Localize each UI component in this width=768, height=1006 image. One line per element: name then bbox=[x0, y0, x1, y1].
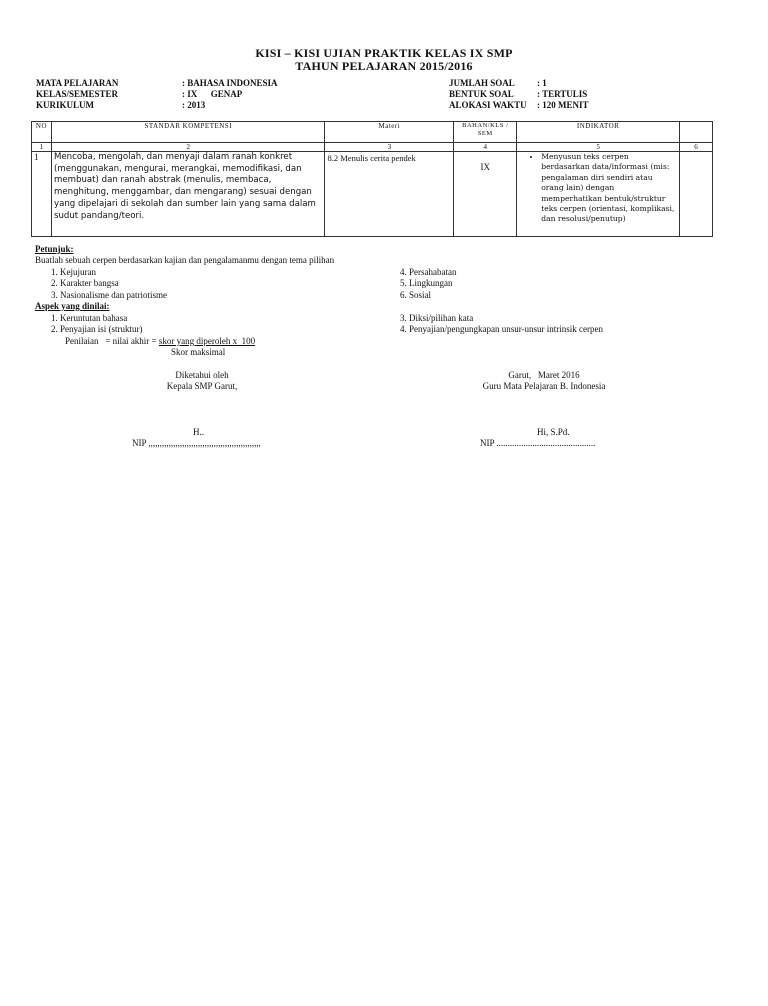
col-number: 2 bbox=[51, 143, 325, 152]
header-bahan: BAHAN/KLS / SEM bbox=[454, 122, 517, 143]
penilaian-prefix: Penilaian = nilai akhir = bbox=[65, 336, 159, 346]
signature-right-line2: Guru Mata Pelajaran B. Indonesia bbox=[482, 381, 606, 392]
petunjuk-label-text: Petunjuk: bbox=[35, 244, 74, 254]
indikator-list bbox=[519, 152, 677, 225]
petunjuk-label bbox=[35, 244, 74, 255]
header-col6 bbox=[680, 122, 713, 143]
signature-left-nip: NIP ,,,,,,,,,,,,,,,,,,,,,,,,,,,,,,,,,,,,,,,,,,,,,,,,,, bbox=[132, 438, 261, 448]
list-item: 2. Penyajian isi (struktur) bbox=[51, 324, 143, 335]
list-item: 6. Sosial bbox=[400, 289, 432, 300]
theme-list-left bbox=[51, 267, 167, 301]
list-item: 1. Keruntutan bahasa bbox=[51, 313, 128, 323]
meta-key: MATA PELAJARAN bbox=[36, 78, 119, 88]
meta-key: BENTUK SOAL bbox=[449, 89, 514, 99]
header-materi: Materi bbox=[325, 122, 454, 143]
list-item: 3. Diksi/pilihan kata bbox=[400, 313, 474, 323]
list-item: 4. Persahabatan bbox=[400, 267, 457, 277]
signature-right-nip: NIP ............................................ bbox=[480, 438, 596, 448]
meta-value: : 2013 bbox=[182, 100, 206, 110]
document-subtitle: TAHUN PELAJARAN 2015/2016 bbox=[295, 59, 473, 73]
penilaian-numerator: skor yang diperoleh x 100 bbox=[158, 336, 256, 346]
meta-key: JUMLAH SOAL bbox=[449, 78, 515, 88]
signature-left bbox=[130, 370, 274, 393]
kisi-table bbox=[31, 121, 713, 237]
row-indikator bbox=[517, 152, 680, 237]
signature-right-name: Hi, S.Pd. bbox=[537, 427, 570, 437]
meta-key: KURIKULUM bbox=[36, 100, 94, 110]
meta-value: : TERTULIS bbox=[537, 89, 588, 99]
list-item: 4. Penyajian/pengungkapan unsur-unsur intrinsik cerpen bbox=[400, 324, 604, 335]
meta-value: : 1 bbox=[537, 78, 547, 88]
aspek-label bbox=[35, 301, 110, 312]
table-number-row bbox=[32, 143, 713, 152]
aspek-list-right bbox=[400, 313, 603, 336]
header-indikator: INDIKATOR bbox=[517, 122, 680, 143]
penilaian-denominator: Skor maksimal bbox=[171, 347, 226, 357]
petunjuk-text: Buatlah sebuah cerpen berdasarkan kajian dan pengalamanmu dengan tema pilihan bbox=[35, 255, 335, 265]
list-item: 5. Lingkungan bbox=[400, 278, 453, 289]
signature-right-line1: Garut, Maret 2016 bbox=[508, 370, 580, 380]
col-number: 4 bbox=[454, 143, 517, 152]
signature-left-name: H.. bbox=[193, 427, 204, 437]
col-number: 6 bbox=[680, 143, 713, 152]
row-no: 1 bbox=[32, 152, 52, 237]
col-number: 5 bbox=[517, 143, 680, 152]
meta-value: : IX GENAP bbox=[182, 89, 243, 99]
row-materi: 8.2 Menulis cerita pendek bbox=[325, 152, 454, 237]
meta-value: : BAHASA INDONESIA bbox=[182, 78, 278, 88]
aspek-label-text: Aspek yang dinilai: bbox=[35, 301, 110, 311]
row-col6 bbox=[680, 152, 713, 237]
table-header-row bbox=[32, 122, 713, 143]
meta-value: : 120 MENIT bbox=[537, 100, 589, 110]
col-number: 3 bbox=[325, 143, 454, 152]
row-standar-kompetensi: Mencoba, mengolah, dan menyaji dalam ranah konkret (menggunakan, mengurai, merangkai, memodifikasi, dan membuat) dan ranah abstrak (menulis, membaca, menghitung, menggambar, dan mengarang) sesuai dengan yang dipelajari di sekolah dan sumber lain yang sama dalam sudut pandang/teori. bbox=[51, 152, 325, 237]
aspek-list-left bbox=[51, 313, 143, 336]
table-row bbox=[32, 152, 713, 237]
indikator-item: • Menyusun teks cerpen berdasarkan data/informasi (mis: pengalaman diri sendiri atau orang lain) dengan memperhatikan bentuk/struktur teks cerpen (orientasi, komplikasi, dan resolusi/penutup) bbox=[541, 152, 677, 225]
header-no: NO bbox=[32, 122, 52, 143]
header-standar-kompetensi: STANDAR KOMPETENSI bbox=[51, 122, 325, 143]
list-item: 1. Kejujuran bbox=[51, 267, 96, 277]
signature-left-line1: Diketahui oleh bbox=[175, 370, 229, 380]
penilaian-formula bbox=[65, 336, 255, 347]
meta-key: KELAS/SEMESTER bbox=[36, 89, 119, 99]
signature-left-line2: Kepala SMP Garut, bbox=[166, 381, 238, 392]
list-item: 2. Karakter bangsa bbox=[51, 278, 119, 289]
theme-list-right bbox=[400, 267, 456, 301]
meta-right bbox=[449, 78, 589, 111]
document-title: KISI – KISI UJIAN PRAKTIK KELAS IX SMP bbox=[255, 46, 513, 60]
list-item: 3. Nasionalisme dan patriotisme bbox=[51, 289, 167, 300]
meta-key: ALOKASI WAKTU bbox=[449, 100, 527, 110]
col-number: 1 bbox=[32, 143, 52, 152]
meta-left bbox=[36, 78, 278, 111]
signature-right bbox=[466, 370, 622, 393]
row-kelas: IX bbox=[454, 152, 517, 237]
